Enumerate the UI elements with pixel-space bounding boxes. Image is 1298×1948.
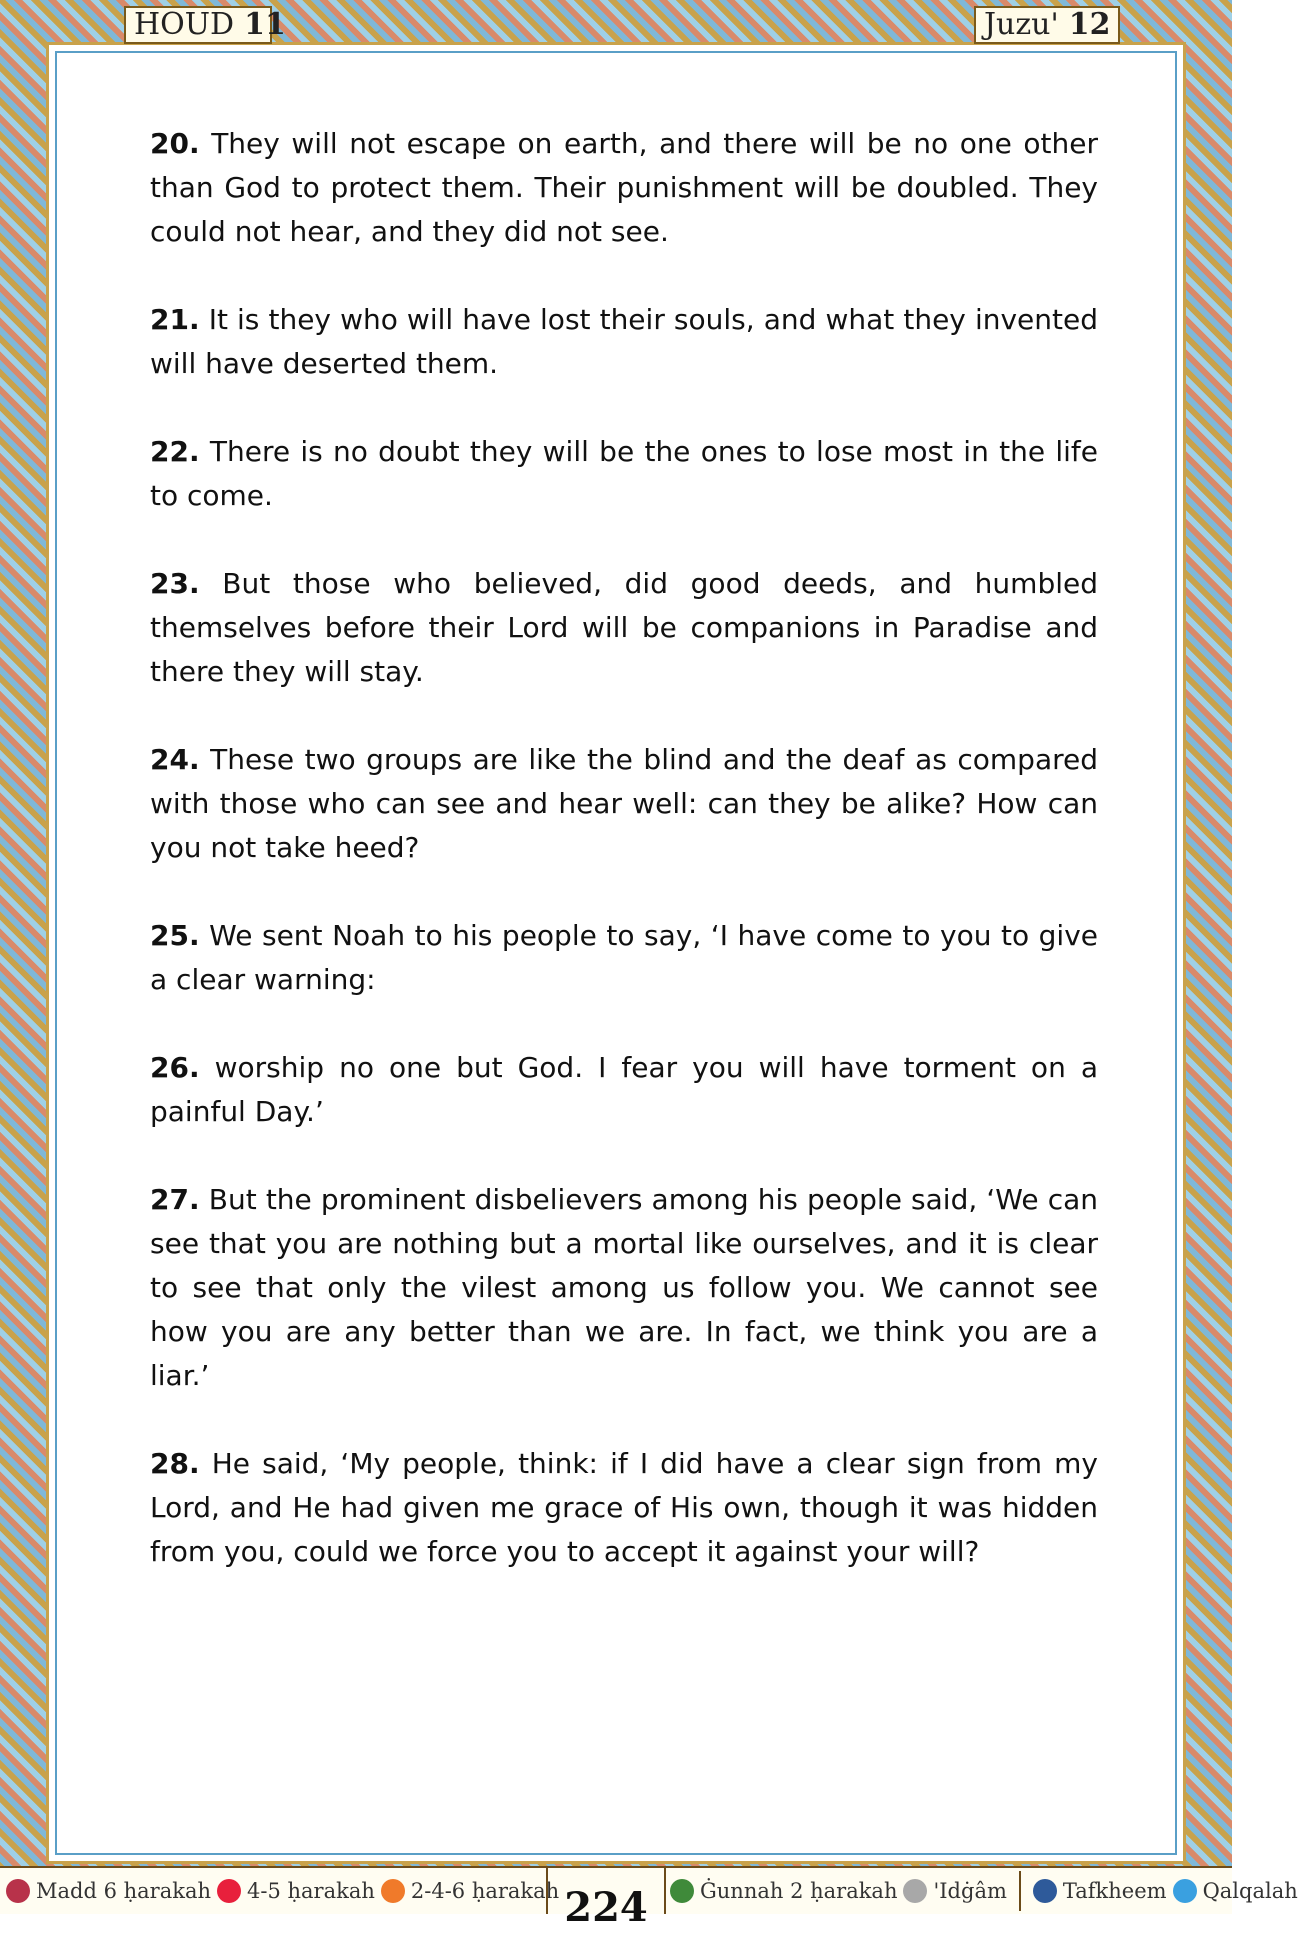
legend-right-group <box>670 1868 1298 1914</box>
verse-text: worship no one but God. I fear you will have torment on a painful Day.’ <box>150 1051 1098 1128</box>
verse-number: 28. <box>150 1447 200 1480</box>
color-dot-icon <box>670 1879 694 1903</box>
legend-item <box>903 1879 1006 1903</box>
legend-label: Qalqalah <box>1202 1879 1298 1903</box>
verse <box>150 298 1098 386</box>
verse-number: 21. <box>150 303 200 336</box>
verse-text: But the prominent disbelievers among his people said, ‘We can see that you are nothing but a mortal like ourselves, and it is clear to see that only the vilest among us follow you. We cannot see how you are any better than we are. In fact, we think you are a liar.’ <box>150 1183 1098 1392</box>
verse-number: 22. <box>150 435 200 468</box>
legend-label: Tafkheem <box>1062 1879 1167 1903</box>
verse <box>150 1046 1098 1134</box>
verse-text: They will not escape on earth, and there will be no one other than God to protect them. Their punishment will be doubled. They could not hear, and they did not see. <box>150 127 1099 248</box>
verse-number: 25. <box>150 919 200 952</box>
verse-text: He said, ‘My people, think: if I did have a clear sign from my Lord, and He had given me grace of His own, though it was hidden from you, could we force you to accept it against your will? <box>150 1447 1098 1568</box>
juz-label: Juzu' <box>984 7 1059 42</box>
verse <box>150 914 1098 1002</box>
juz-number: 12 <box>1068 7 1111 42</box>
verse <box>150 1178 1098 1398</box>
legend-item <box>1173 1879 1298 1903</box>
surah-name: HOUD <box>134 7 235 42</box>
surah-header <box>124 6 286 44</box>
verse <box>150 430 1098 518</box>
verse <box>150 122 1098 254</box>
page-number-box <box>546 1868 666 1931</box>
legend-label: 4-5 ḥarakah <box>247 1879 375 1903</box>
color-dot-icon <box>1033 1879 1057 1903</box>
color-dot-icon <box>903 1879 927 1903</box>
verse-text: But those who believed, did good deeds, and humbled themselves before their Lord will be companions in Paradise and there they will stay. <box>150 567 1098 688</box>
verse <box>150 562 1098 694</box>
tajweed-legend <box>0 1866 1298 1931</box>
legend-left-group <box>6 1868 559 1914</box>
legend-divider <box>1019 1871 1021 1911</box>
surah-number: 11 <box>244 7 286 42</box>
verse-number: 23. <box>150 567 200 600</box>
verse-text: We sent Noah to his people to say, ‘I have come to you to give a clear warning: <box>150 919 1099 996</box>
color-dot-icon <box>1173 1879 1197 1903</box>
verse-number: 27. <box>150 1183 200 1216</box>
legend-label: 2-4-6 ḥarakah <box>410 1879 560 1903</box>
legend-item <box>381 1879 559 1903</box>
verse-list <box>150 122 1098 1618</box>
legend-label: Madd 6 ḥarakah <box>36 1879 211 1903</box>
color-dot-icon <box>381 1879 405 1903</box>
juz-header <box>974 6 1120 44</box>
legend-item <box>670 1879 897 1903</box>
color-dot-icon <box>6 1879 30 1903</box>
verse-number: 20. <box>150 127 200 160</box>
legend-item <box>6 1879 211 1903</box>
page-number: 224 <box>564 1884 648 1931</box>
verse-number: 26. <box>150 1051 200 1084</box>
verse <box>150 738 1098 870</box>
legend-label: 'Idġâm <box>933 1879 1007 1903</box>
verse-text: These two groups are like the blind and the deaf as compared with those who can see and hear well: can they be alike? How can you not take heed? <box>150 743 1098 864</box>
verse-text: There is no doubt they will be the ones to lose most in the life to come. <box>150 435 1098 512</box>
color-dot-icon <box>217 1879 241 1903</box>
verse-number: 24. <box>150 743 200 776</box>
legend-item <box>1033 1879 1167 1903</box>
verse <box>150 1442 1098 1574</box>
legend-label: Ġunnah 2 ḥarakah <box>700 1879 898 1903</box>
legend-item <box>217 1879 375 1903</box>
verse-text: It is they who will have lost their souls, and what they invented will have deserted them. <box>150 303 1098 380</box>
